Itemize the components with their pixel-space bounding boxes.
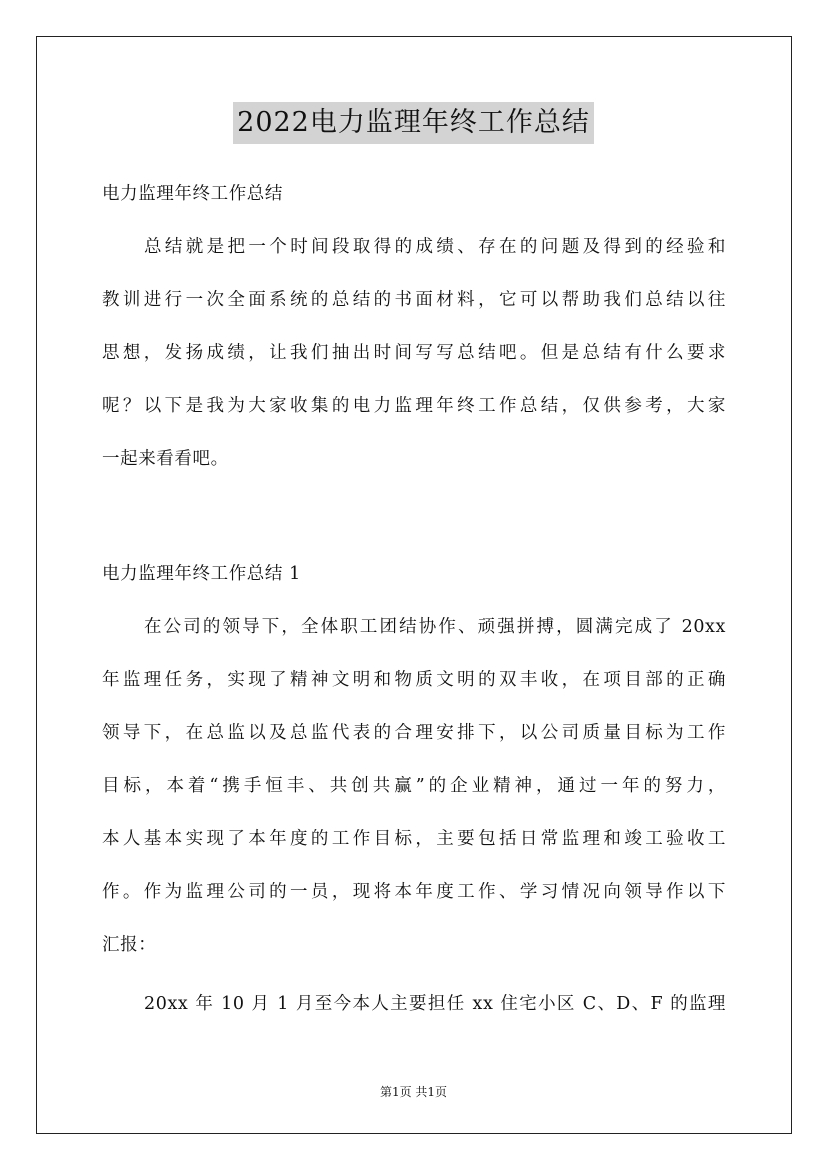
document-title-container (0, 102, 827, 144)
subtitle: 电力监理年终工作总结 (102, 184, 283, 204)
body-last-line: 20xx 年 10 月 1 月至今本人主要担任 xx 住宅小区 C、D、F 的监理 (144, 994, 726, 1014)
section-line: 目标，本着“携手恒丰、共创共赢”的企业精神，通过一年的努力， (102, 776, 726, 796)
section-line: 作。作为监理公司的一员，现将本年度工作、学习情况向领导作以下 (102, 882, 726, 902)
intro-line: 教训进行一次全面系统的总结的书面材料，它可以帮助我们总结以往 (102, 290, 726, 310)
intro-line: 思想，发扬成绩，让我们抽出时间写写总结吧。但是总结有什么要求 (102, 343, 726, 363)
section-line: 汇报： (102, 935, 157, 955)
section-line: 在公司的领导下，全体职工团结协作、顽强拼搏，圆满完成了 20xx (144, 617, 726, 637)
document-title: 2022电力监理年终工作总结 (233, 102, 594, 144)
section-line: 领导下，在总监以及总监代表的合理安排下，以公司质量目标为工作 (102, 723, 726, 743)
section-line: 本人基本实现了本年度的工作目标，主要包括日常监理和竣工验收工 (102, 829, 726, 849)
page-number: 第1页 共1页 (379, 1085, 448, 1099)
section-heading: 电力监理年终工作总结 1 (102, 564, 301, 584)
intro-line: 总结就是把一个时间段取得的成绩、存在的问题及得到的经验和 (144, 237, 726, 257)
intro-line: 一起来看看吧。 (102, 449, 229, 469)
intro-line: 呢？以下是我为大家收集的电力监理年终工作总结，仅供参考，大家 (102, 396, 726, 416)
section-line: 年监理任务，实现了精神文明和物质文明的双丰收，在项目部的正确 (102, 670, 726, 690)
